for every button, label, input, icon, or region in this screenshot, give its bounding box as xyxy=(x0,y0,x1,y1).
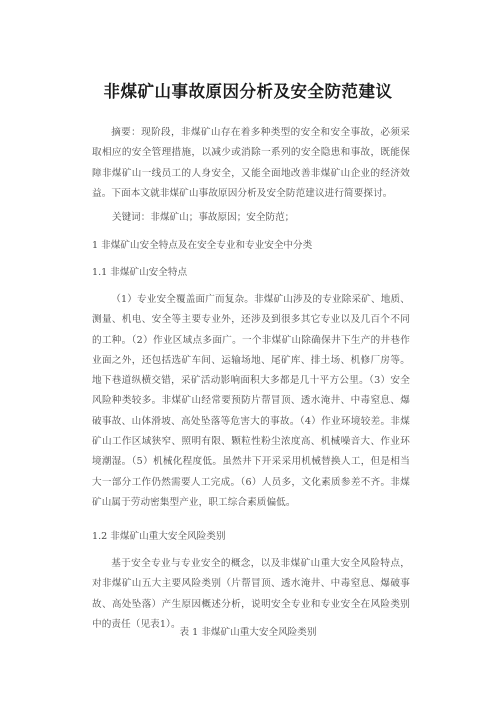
abstract-paragraph: 摘要：现阶段，非煤矿山存在着多种类型的安全和安全事故，必须采取相应的安全管理措施，以减少或消除一系列的安全隐患和事故，既能保障非煤矿山一线员工的人身安全，又能全面地改善非煤矿山企业的经济效益。下面本文就非煤矿山事故原因分析及安全防范建议进行简要探讨。 xyxy=(92,127,410,199)
section-1-heading: 1 非煤矿山安全特点及在安全专业和专业安全中分类 xyxy=(92,240,313,251)
section-1-2-heading: 1.2 非煤矿山重大安全风险类别 xyxy=(92,531,226,542)
table-1-caption: 表 1 非煤矿山重大安全风险类别 xyxy=(179,627,317,638)
abstract-block xyxy=(92,123,410,204)
section-1-2-paragraph: 基于安全专业与专业安全的概念，以及非煤矿山重大安全风险特点，对非煤矿山五大主要风险类别（片帮冒顶、透水淹井、中毒窒息、爆破事故、高处坠落）产生原因概述分析，说明安全专业和专业安全在风险类别中的责任（见表1）。 xyxy=(92,558,410,630)
section-1-1-heading: 1.1 非煤矿山安全特点 xyxy=(92,267,188,278)
section-1-1-paragraph: （1）专业安全覆盖面广而复杂。非煤矿山涉及的专业除采矿、地质、测量、机电、安全等主要专业外，还涉及到很多其它专业以及几百个不同的工种。（2）作业区域点多面广。一个非煤矿山除确保井下生产的井巷作业面之外，还包括选矿车间、运输场地、尾矿库、排土场、机修厂房等。地下巷道纵横交错，采矿活动影响面积大多都是几十平方公里。（3）安全风险种类较多。非煤矿山经常要预防片帮冒顶、透水淹井、中毒窒息、爆破事故、山体滑坡、高处坠落等危害大的事故。（4）作业环境较差。非煤矿山工作区域狭窄、照明有限、颗粒性粉尘浓度高、机械噪音大、作业环境潮湿。（5）机械化程度低。虽然井下开采采用机械替换人工，但是相当大一部分工作仍然需要人工完成。（6）人员多，文化素质参差不齐。非煤矿山属于劳动密集型产业，职工综合素质偏低。 xyxy=(92,294,410,508)
document-title: 非煤矿山事故原因分析及安全防范建议 xyxy=(103,82,393,101)
keywords-line: 关键词：非煤矿山；事故原因；安全防范； xyxy=(112,212,295,223)
section-1-1-body xyxy=(92,290,410,513)
